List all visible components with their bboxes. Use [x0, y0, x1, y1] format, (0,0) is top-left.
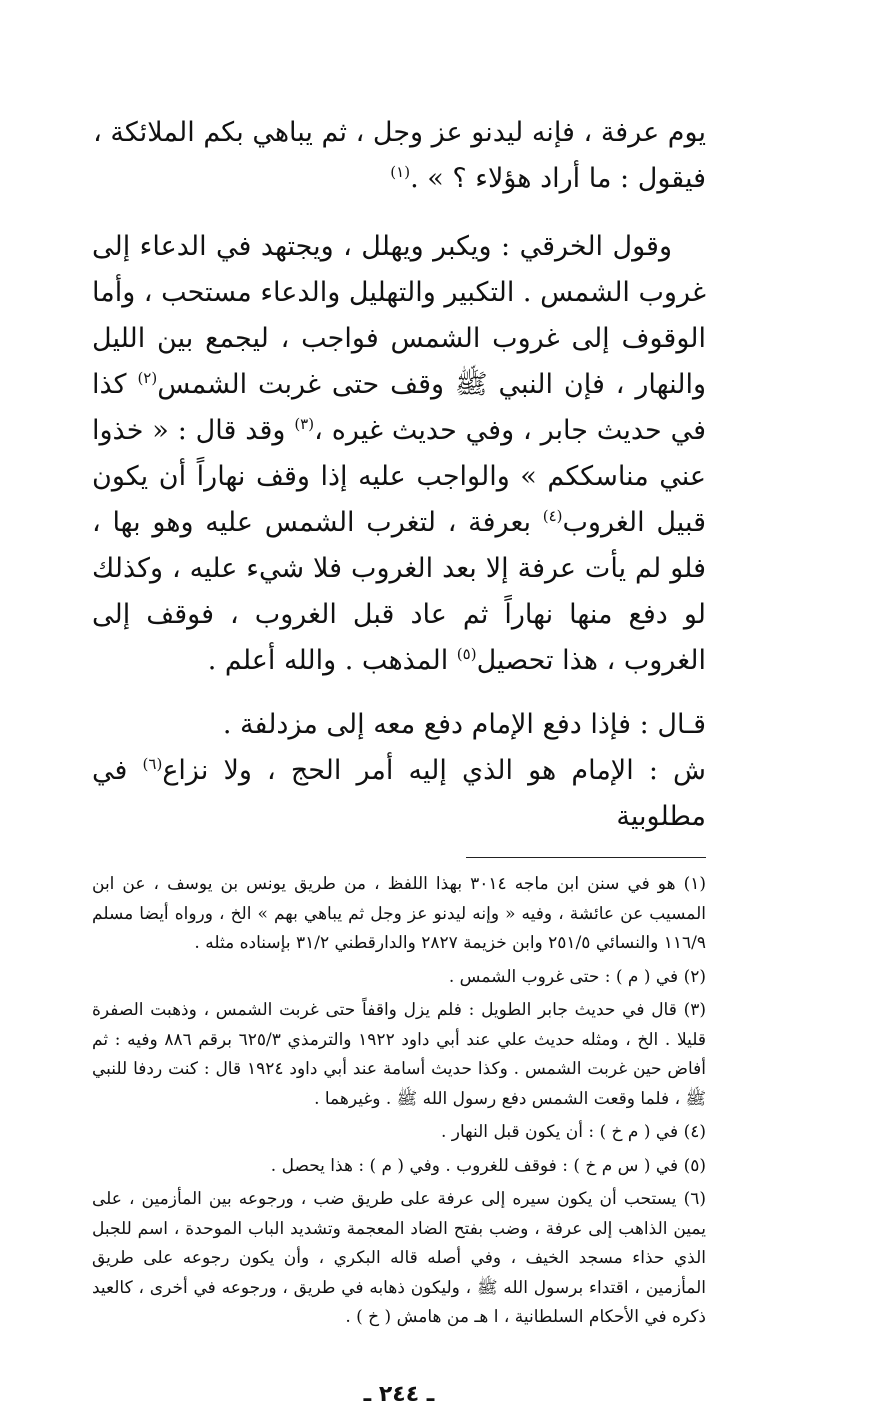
footnote-6: (٦) يستحب أن يكون سيره إلى عرفة على طريق ضب ، ورجوعه بين المأزمين ، على يمين الذاهب إلى عرفة ، وضب بفتح الضاد المعجمة وتشديد الباب الموحدة ، اسم للجبل الذي حذاء مسجد الخيف ، وفي أصله قاله البكري ، وأن يكون رجوعه على طريق المأزمين ، اقتداء برسول الله ﷺ ، وليكون ذهابه في طريق ، ورجوعه في أخرى ، كالعيد ذكره في الأحكام السلطانية ، ا هـ من هامش ( خ ) . [92, 1189, 706, 1327]
footnote-ref: (٤) [542, 507, 563, 525]
footnotes [92, 870, 706, 1333]
footnote-3: (٣) قال في حديث جابر الطويل : فلم يزل واقفاً حتى غربت الشمس ، وذهبت الصفرة قليلا . الخ ، ومثله حديث علي عند أبي داود ١٩٢٢ والترمذي ٦٢٥/٣ برقم ٨٨٦ وفيه : ثم أفاض حين غربت الشمس . وكذا حديث أسامة عند أبي داود ١٩٢٤ قال : كنت ردفا للنبي ﷺ ، فلما وقعت الشمس دفع رسول الله ﷺ . وغيرهما . [92, 1000, 706, 1109]
paragraph-sharh: ش : الإمام هو الذي إليه أمر الحج ، ولا نزاع$^{(٦)}$ في مطلوبية [92, 755, 706, 832]
text-line: فيقول : ما أراد هؤلاء ؟ » . [410, 163, 706, 194]
footnote-ref: (٣) [294, 415, 315, 433]
footnote-separator [466, 857, 706, 858]
text-line: يوم عرفة ، فإنه ليدنو عز وجل ، ثم يباهي بكم الملائكة ، [93, 117, 706, 148]
footnote-ref: (١) [390, 163, 411, 181]
qala-label: قـال [657, 709, 706, 740]
main-text [92, 110, 706, 840]
footnote-ref: (٢) [137, 369, 158, 387]
paragraph-hadith-end [92, 110, 706, 202]
book-page [92, 110, 707, 1407]
footnote-1: (١) هو في سنن ابن ماجه ٣٠١٤ بهذا اللفظ ، من طريق يونس بن يوسف ، عن ابن المسيب عن عائشة ، وفيه « وإنه ليدنو عز وجل ثم يباهي بهم » الخ ، ورواه أيضا مسلم ١١٦/٩ والنسائي ٢٥١/٥ وابن خزيمة ٢٨٢٧ والدارقطني ٣١/٢ بإسناده مثله . [92, 874, 706, 953]
paragraph-qala: قـال : فإذا دفع الإمام دفع معه إلى مزدلفة . [222, 709, 706, 740]
footnote-4: (٤) في ( م خ ) : أن يكون قبل النهار . [440, 1122, 706, 1142]
footnote-2: (٢) في ( م ) : حتى غروب الشمس . [448, 966, 706, 987]
footnote-5: (٥) في ( س م خ ) : فوقف للغروب . وفي ( م ) : هذا يحصل . [270, 1155, 706, 1176]
page-number: ـ ٢٤٤ ـ [363, 1382, 435, 1407]
footnote-ref: (٥) [456, 645, 477, 663]
paragraph-kharaqi: وقول الخرقي : ويكبر ويهلل ، ويجتهد في الدعاء إلى غروب الشمس . التكبير والتهليل والدعاء مستحب ، وأما الوقوف إلى غروب الشمس فواجب ، ليجمع بين الليل والنهار ، فإن النبي ﷺ وقف حتى غربت الشمس$^{(٢)}$ كذا في حديث جابر ، وفي حديث غيره ،$^{(٣)}$ وقد قال : « خذوا عني مناسككم » والواجب عليه إذا وقف نهاراً أن يكون قبيل الغروب$^{(٤)}$ بعرفة ، لتغرب الشمس عليه وهو بها ، فلو لم يأت عرفة إلا بعد الغروب فلا شيء عليه ، وكذلك لو دفع منها نهاراً ثم عاد قبل الغروب ، فوقف إلى الغروب ، هذا تحصيل$^{(٥)}$ المذهب . والله أعلم . [92, 231, 707, 676]
footnote-ref: (٦) [142, 755, 163, 773]
